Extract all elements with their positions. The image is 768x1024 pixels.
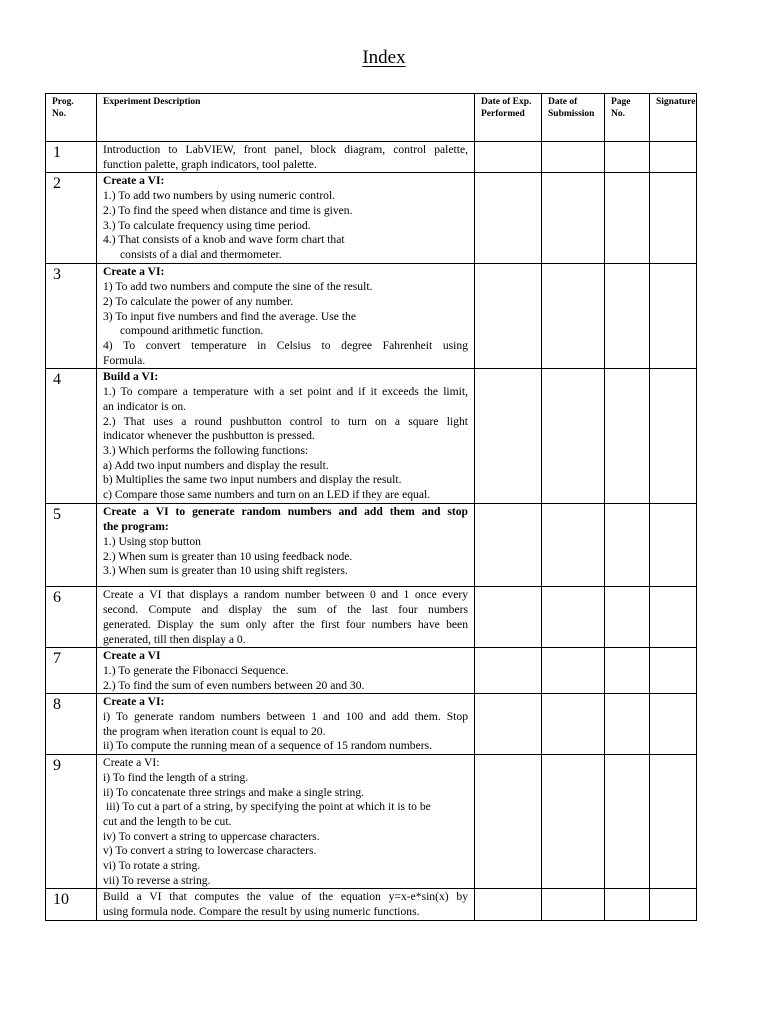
cell-signature[interactable] xyxy=(650,504,697,587)
cell-page-no[interactable] xyxy=(605,142,650,173)
row-description: Build a VI that computes the value of the equation y=x-e*sin(x) by using formula node. Compare the result by using numeric functions. xyxy=(97,889,475,920)
header-description: Experiment Description xyxy=(97,94,475,142)
row-number: 6 xyxy=(46,587,97,648)
row-number: 5 xyxy=(46,504,97,587)
table-row xyxy=(46,173,697,264)
cell-date-submission[interactable] xyxy=(542,889,605,920)
cell-date-performed[interactable] xyxy=(475,173,542,264)
cell-date-submission[interactable] xyxy=(542,264,605,369)
cell-signature[interactable] xyxy=(650,369,697,504)
table-row xyxy=(46,369,697,504)
row-description: Create a VI: i) To generate random numbers between 1 and 100 and add them. Stop the program when iteration count is equal to 20. ii) To compute the running mean of a sequence of 15 random numbers. xyxy=(97,694,475,755)
row-description: Create a VI that displays a random number between 0 and 1 once every second. Compute and display the sum of the last four numbers generated. Display the sum only after the first four numbers have been generated, till then display a 0. xyxy=(97,587,475,648)
row-description: Create a VI 1.) To generate the Fibonacci Sequence. 2.) To find the sum of even numbers between 20 and 30. xyxy=(97,648,475,694)
cell-date-submission[interactable] xyxy=(542,173,605,264)
cell-page-no[interactable] xyxy=(605,587,650,648)
table-header-row xyxy=(46,94,697,142)
cell-page-no[interactable] xyxy=(605,694,650,755)
table-row xyxy=(46,142,697,173)
cell-signature[interactable] xyxy=(650,587,697,648)
cell-date-performed[interactable] xyxy=(475,648,542,694)
cell-signature[interactable] xyxy=(650,889,697,920)
cell-page-no[interactable] xyxy=(605,889,650,920)
cell-date-performed[interactable] xyxy=(475,264,542,369)
table-row xyxy=(46,264,697,369)
table-row xyxy=(46,587,697,648)
cell-date-performed[interactable] xyxy=(475,504,542,587)
header-date-performed: Date of Exp. Performed xyxy=(475,94,542,142)
table-row xyxy=(46,889,697,920)
cell-date-performed[interactable] xyxy=(475,755,542,889)
cell-date-performed[interactable] xyxy=(475,889,542,920)
cell-date-performed[interactable] xyxy=(475,587,542,648)
header-signature: Signature xyxy=(650,94,697,142)
row-number: 8 xyxy=(46,694,97,755)
row-number: 7 xyxy=(46,648,97,694)
cell-page-no[interactable] xyxy=(605,755,650,889)
cell-signature[interactable] xyxy=(650,755,697,889)
row-description: Introduction to LabVIEW, front panel, block diagram, control palette, function palette, graph indicators, tool palette. xyxy=(97,142,475,173)
row-description: Create a VI: 1) To add two numbers and compute the sine of the result. 2) To calculate the power of any number. 3) To input five numbers and find the average. Use the compound arithmetic function. 4) To convert temperature in Celsius to degree Fahrenheit using Formula. xyxy=(97,264,475,369)
cell-date-submission[interactable] xyxy=(542,142,605,173)
cell-signature[interactable] xyxy=(650,173,697,264)
cell-date-performed[interactable] xyxy=(475,369,542,504)
table-row xyxy=(46,694,697,755)
cell-date-submission[interactable] xyxy=(542,648,605,694)
cell-signature[interactable] xyxy=(650,648,697,694)
row-number: 1 xyxy=(46,142,97,173)
cell-signature[interactable] xyxy=(650,264,697,369)
table-row xyxy=(46,755,697,889)
cell-page-no[interactable] xyxy=(605,173,650,264)
row-description: Create a VI: i) To find the length of a string. ii) To concatenate three strings and make a single string. iii) To cut a part of a string, by specifying the point at which it is to be cut and the length to be cut. iv) To convert a string to uppercase characters. v) To convert a string to lowercase characters. vi) To rotate a string. vii) To reverse a string. xyxy=(97,755,475,889)
cell-page-no[interactable] xyxy=(605,264,650,369)
row-number: 10 xyxy=(46,889,97,920)
table-row xyxy=(46,648,697,694)
cell-signature[interactable] xyxy=(650,142,697,173)
cell-page-no[interactable] xyxy=(605,504,650,587)
row-number: 4 xyxy=(46,369,97,504)
header-prog-no: Prog. No. xyxy=(46,94,97,142)
cell-date-performed[interactable] xyxy=(475,142,542,173)
row-number: 3 xyxy=(46,264,97,369)
cell-date-submission[interactable] xyxy=(542,369,605,504)
row-number: 2 xyxy=(46,173,97,264)
table-row xyxy=(46,504,697,587)
header-date-submission: Date of Submission xyxy=(542,94,605,142)
cell-date-submission[interactable] xyxy=(542,504,605,587)
cell-date-submission[interactable] xyxy=(542,755,605,889)
page-title: Index xyxy=(362,47,406,68)
cell-page-no[interactable] xyxy=(605,369,650,504)
cell-page-no[interactable] xyxy=(605,648,650,694)
index-table xyxy=(45,93,697,921)
cell-date-submission[interactable] xyxy=(542,587,605,648)
cell-date-performed[interactable] xyxy=(475,694,542,755)
cell-signature[interactable] xyxy=(650,694,697,755)
row-description: Build a VI: 1.) To compare a temperature with a set point and if it exceeds the limit, an indicator is on. 2.) That uses a round pushbutton control to turn on a square light indicator whenever the pushbutton is pressed. 3.) Which performs the following functions: a) Add two input numbers and display the result. b) Multiplies the same two input numbers and display the result. c) Compare those same numbers and turn on an LED if they are equal. xyxy=(97,369,475,504)
row-description: Create a VI to generate random numbers and add them and stop the program: 1.) Using stop button 2.) When sum is greater than 10 using feedback node. 3.) When sum is greater than 10 using shift registers. xyxy=(97,504,475,587)
row-number: 9 xyxy=(46,755,97,889)
header-page-no: Page No. xyxy=(605,94,650,142)
cell-date-submission[interactable] xyxy=(542,694,605,755)
row-description: Create a VI: 1.) To add two numbers by using numeric control. 2.) To find the speed when distance and time is given. 3.) To calculate frequency using time period. 4.) That consists of a knob and wave form chart that consists of a dial and thermometer. xyxy=(97,173,475,264)
